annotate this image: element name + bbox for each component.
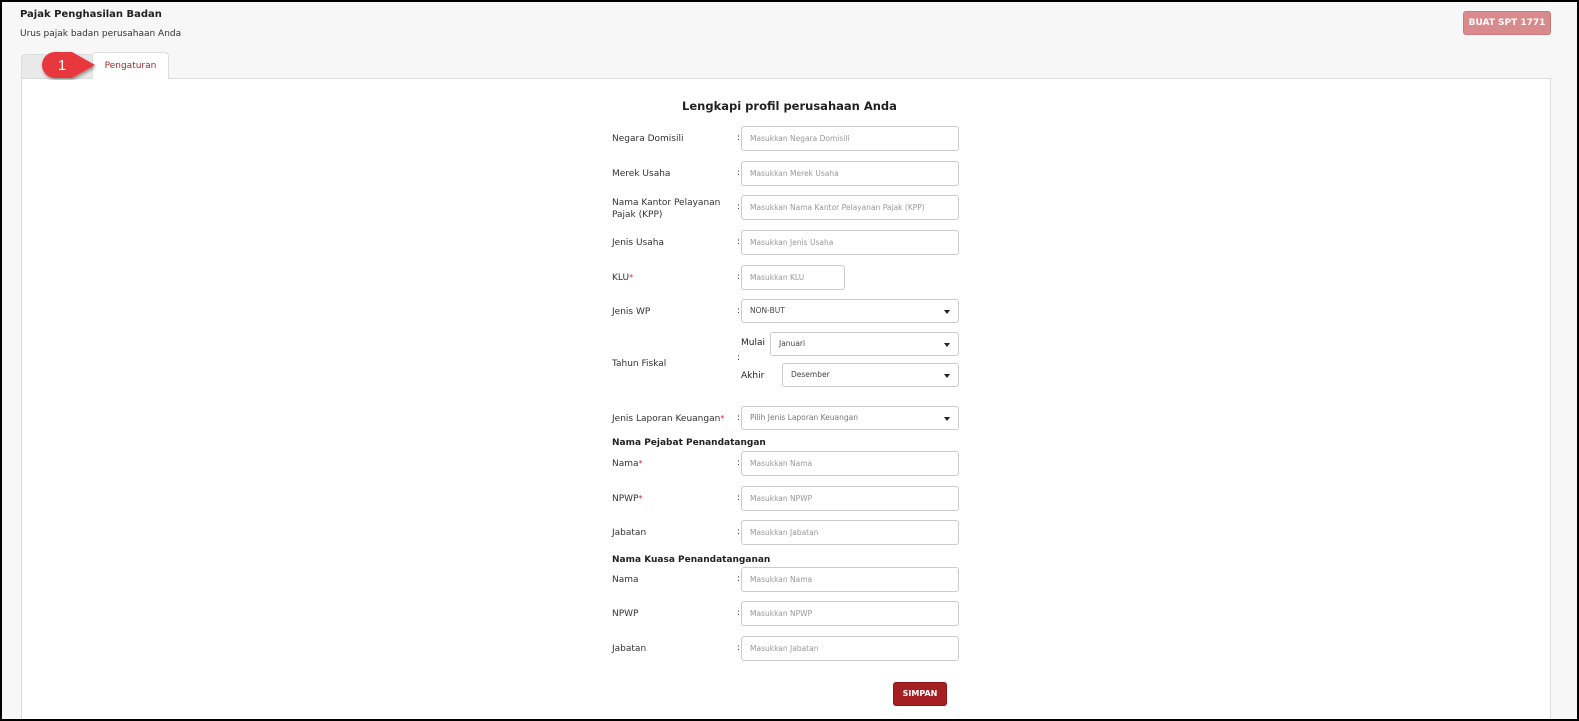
create-spt-button[interactable]: BUAT SPT 1771: [1463, 11, 1551, 35]
pejabat-nama-label: [612, 458, 737, 470]
klu-label: [612, 272, 737, 284]
kuasa-npwp-colon: :: [737, 608, 741, 618]
label-text: Jenis Usaha: [612, 238, 664, 248]
klu-colon: :: [737, 272, 741, 282]
jenis-usaha-colon: :: [737, 237, 741, 247]
dropdown-caret-icon: [944, 310, 950, 314]
required-marker: *: [629, 273, 634, 282]
negara-domisili-input[interactable]: [741, 126, 959, 151]
kuasa-npwp-label: [612, 608, 737, 620]
kuasa-nama-input[interactable]: [741, 567, 959, 592]
dropdown-caret-icon: [944, 417, 950, 421]
dropdown-caret-icon: [944, 374, 950, 378]
input-placeholder: Masukkan Merek Usaha: [750, 169, 839, 178]
tahun-fiskal-colon: :: [737, 353, 741, 363]
fiskal-end-select[interactable]: [782, 363, 959, 387]
input-placeholder: Masukkan Negara Domisili: [750, 134, 850, 143]
input-placeholder: Masukkan NPWP: [750, 494, 813, 503]
required-marker: *: [638, 494, 643, 503]
jenis-usaha-label: [612, 237, 737, 249]
pejabat-section-title: Nama Pejabat Penandatangan: [612, 438, 766, 448]
kuasa-nama-colon: :: [737, 574, 741, 584]
input-placeholder: Masukkan Nama: [750, 459, 813, 468]
klu-input[interactable]: [741, 265, 845, 290]
label-text: Nama: [612, 575, 639, 585]
save-button[interactable]: SIMPAN: [893, 682, 947, 706]
nama-kpp-colon: :: [737, 202, 741, 212]
jenis-laporan-keuangan-colon: :: [737, 413, 741, 423]
step-number: 1: [57, 57, 67, 74]
label-text: Jenis Laporan Keuangan: [612, 414, 721, 424]
label-text: Nama: [612, 459, 639, 469]
tahun-fiskal-label: Tahun Fiskal: [612, 359, 667, 369]
tab-pengaturan[interactable]: Pengaturan: [92, 52, 169, 79]
jenis-wp-label: [612, 306, 737, 318]
required-marker: *: [720, 414, 725, 423]
pejabat-npwp-colon: :: [737, 493, 741, 503]
jenis-laporan-keuangan-select[interactable]: [741, 406, 959, 430]
input-placeholder: Masukkan Jabatan: [750, 528, 819, 537]
pejabat-jabatan-input[interactable]: [741, 520, 959, 545]
selected-value: Januari: [779, 339, 806, 348]
pejabat-nama-input[interactable]: [741, 451, 959, 476]
fiskal-start-select[interactable]: [770, 332, 959, 356]
label-text: NPWP: [612, 494, 639, 504]
input-placeholder: Masukkan KLU: [750, 273, 805, 282]
label-text: Jenis WP: [612, 307, 651, 317]
jenis-wp-select[interactable]: [741, 299, 959, 323]
pejabat-npwp-input[interactable]: [741, 486, 959, 511]
label-text: Negara Domisili: [612, 134, 684, 144]
pejabat-jabatan-label: [612, 527, 737, 539]
mulai-label: Mulai: [741, 338, 765, 348]
selected-value: Pilih Jenis Laporan Keuangan: [750, 413, 859, 422]
negara-domisili-colon: :: [737, 133, 741, 143]
page: [2, 2, 1577, 719]
nama-kpp-label: [612, 197, 737, 221]
input-placeholder: Masukkan Nama: [750, 575, 813, 584]
label-text: Nama Kantor Pelayanan Pajak (KPP): [612, 198, 721, 220]
label-text: Jabatan: [612, 644, 647, 654]
pejabat-npwp-label: [612, 493, 737, 505]
nama-kpp-input[interactable]: [741, 195, 959, 220]
merek-usaha-colon: :: [737, 168, 741, 178]
jenis-wp-colon: :: [737, 306, 741, 316]
required-marker: *: [638, 459, 643, 468]
pejabat-jabatan-colon: :: [737, 527, 741, 537]
label-text: NPWP: [612, 609, 639, 619]
input-placeholder: Masukkan Jenis Usaha: [750, 238, 834, 247]
akhir-label: Akhir: [741, 371, 765, 381]
selected-value: NON-BUT: [750, 306, 785, 315]
kuasa-jabatan-colon: :: [737, 643, 741, 653]
label-text: KLU: [612, 273, 630, 283]
negara-domisili-label: [612, 133, 737, 145]
input-placeholder: Masukkan NPWP: [750, 609, 813, 618]
input-placeholder: Masukkan Nama Kantor Pelayanan Pajak (KPP): [750, 203, 925, 212]
dropdown-caret-icon: [944, 343, 950, 347]
selected-value: Desember: [791, 370, 830, 379]
merek-usaha-label: [612, 168, 737, 180]
step-annotation-badge: [40, 50, 100, 80]
kuasa-nama-label: [612, 574, 737, 586]
kuasa-jabatan-input[interactable]: [741, 636, 959, 661]
jenis-usaha-input[interactable]: [741, 230, 959, 255]
form-heading: Lengkapi profil perusahaan Anda: [682, 99, 897, 113]
page-subtitle: Urus pajak badan perusahaan Anda: [20, 29, 182, 39]
merek-usaha-input[interactable]: [741, 161, 959, 186]
input-placeholder: Masukkan Jabatan: [750, 644, 819, 653]
kuasa-section-title: Nama Kuasa Penandatanganan: [612, 555, 771, 565]
label-text: Jabatan: [612, 528, 647, 538]
kuasa-jabatan-label: [612, 643, 737, 655]
jenis-laporan-keuangan-label: [612, 413, 737, 425]
label-text: Merek Usaha: [612, 169, 671, 179]
pejabat-nama-colon: :: [737, 458, 741, 468]
page-title: Pajak Penghasilan Badan: [20, 9, 162, 20]
kuasa-npwp-input[interactable]: [741, 601, 959, 626]
